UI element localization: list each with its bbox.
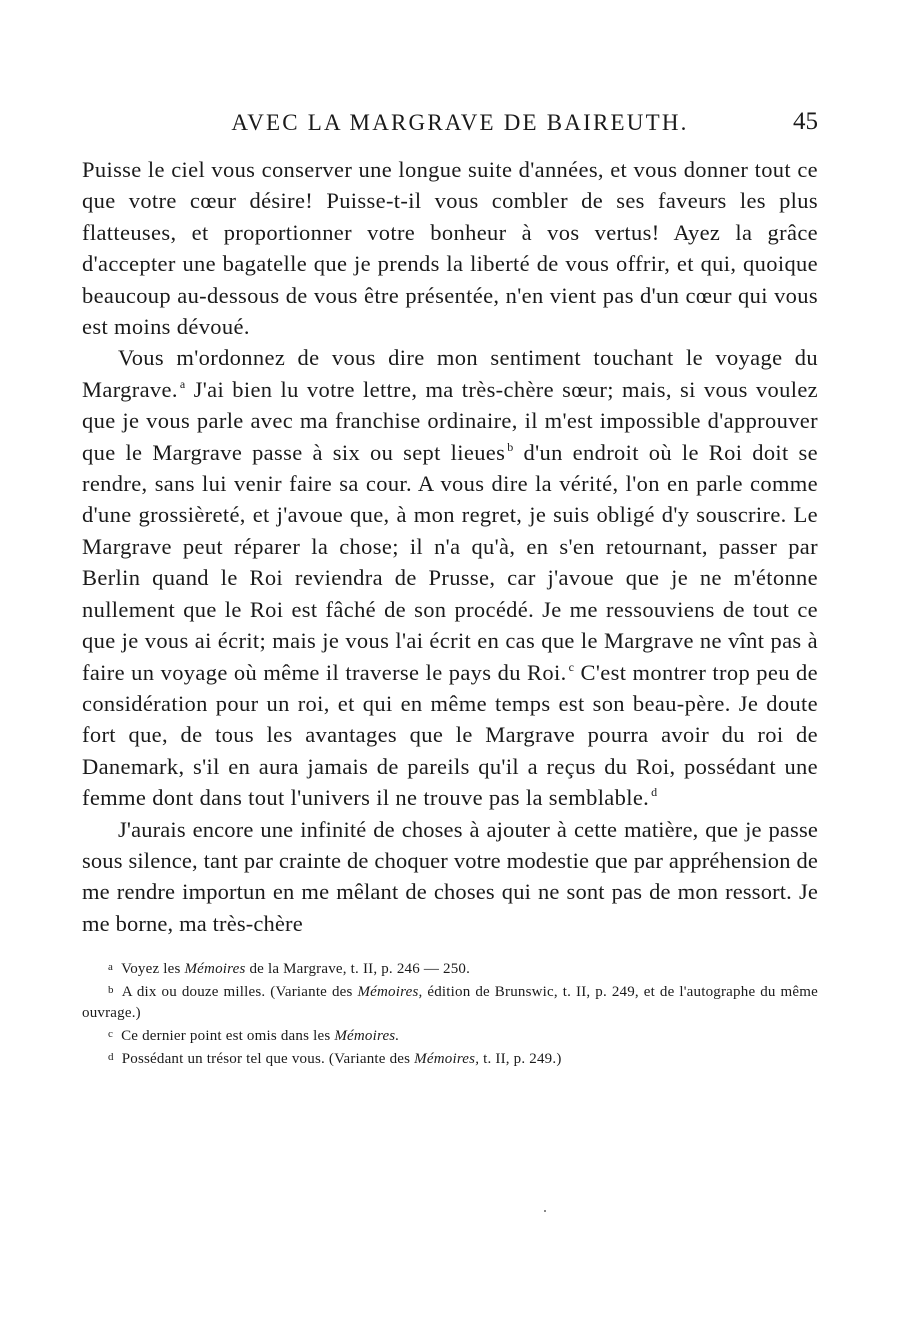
paragraph-1: Puisse le ciel vous conserver une longue suite d'années, et vous donner tout ce que votre cœur désire! Puisse-t-il vous combler de ses faveurs les plus flatteuses, et proportionner votre bonheur à vos vertus! Ayez la grâce d'accepter une bagatelle que je prends la liberté de vous offrir, et qui, quoique beaucoup au-dessous de vous être présentée, n'en vient pas d'un cœur qui vous est moins dévoué.: [82, 157, 818, 340]
paragraph-2-part-b: J'ai bien lu votre lettre, ma très-chère sœur; mais, si vous voulez que je vous parle avec ma franchise ordinaire, il m'est impossible d'approuver que le Margrave passe à six ou sept lieues: [82, 376, 818, 465]
footnote-text: Voyez les: [121, 961, 185, 978]
footnote-italic: Mémoires,: [357, 984, 423, 1001]
footnote-ref-c: c: [568, 659, 575, 674]
footnote-marker: b: [108, 984, 114, 997]
page-speck: [544, 1210, 546, 1212]
footnote-text: t. II, p. 249.): [479, 1051, 562, 1068]
paragraph-2: [82, 342, 818, 813]
running-title: AVEC LA MARGRAVE DE BAIREUTH.: [231, 110, 689, 135]
footnote-text: de la Margrave, t. II, p. 246 — 250.: [245, 961, 471, 978]
page-number: 45: [793, 108, 818, 135]
footnote-b: [82, 980, 818, 1024]
footnote-marker: c: [108, 1028, 114, 1041]
footnote-ref-a: a: [179, 376, 186, 391]
footnote-marker: d: [108, 1051, 114, 1064]
footnotes: [82, 957, 818, 1070]
footnote-text: Possédant un trésor tel que vous. (Variante des: [121, 1051, 415, 1068]
footnote-italic: Mémoires,: [414, 1051, 480, 1068]
footnote-c: [82, 1024, 818, 1047]
book-page: [82, 104, 818, 1070]
footnote-text: Ce dernier point est omis dans les: [121, 1028, 335, 1045]
footnote-ref-b: b: [507, 439, 514, 454]
footnote-italic: Mémoires: [184, 961, 246, 978]
footnote-italic: Mémoires.: [334, 1028, 400, 1045]
body-text: [82, 154, 818, 939]
footnote-a: [82, 957, 818, 980]
footnote-text: édition de Brunswic, t. II, p. 249, et de l'autographe du même ouvrage.): [82, 984, 818, 1022]
running-head: [82, 104, 818, 144]
footnote-d: [82, 1047, 818, 1070]
paragraph-2-part-c: d'un endroit où le Roi doit se rendre, sans lui venir faire sa cour. A vous dire la vérité, l'on en parle comme d'une grossièreté, et j'avoue que, à mon regret, je suis obligé d'y souscrire. Le Margrave peut réparer la chose; il n'a qu'à, en s'en retournant, passer par Berlin quand le Roi reviendra de Prusse, car j'avoue que je ne m'étonne nullement que le Roi est fâché de son procédé. Je me ressouviens de tout ce que je vous ai écrit; mais je vous l'ai écrit en cas que le Margrave ne vînt pas à faire un voyage où même il traverse le pays du Roi.: [82, 439, 818, 685]
paragraph-2-part-a: Vous m'ordonnez de vous dire mon sentiment touchant le voyage du Margrave.: [82, 345, 818, 402]
footnote-marker: a: [108, 961, 114, 974]
paragraph-2-part-d: C'est montrer trop peu de considération pour un roi, et qui en même temps est son beau-père. Je doute fort que, de tous les avantages que le Margrave pourra avoir du roi de Danemark, s'il en aura jamais de pareils qu'il a reçus du Roi, possédant une femme dont dans tout l'univers il ne trouve pas la semblable.: [82, 659, 818, 811]
footnote-text: A dix ou douze milles. (Variante des: [121, 984, 358, 1001]
paragraph-3: J'aurais encore une infinité de choses à ajouter à cette matière, que je passe sous silence, tant par crainte de choquer votre modestie que par appréhension de me rendre importun en me mêlant de choses qui ne sont pas de mon ressort. Je me borne, ma très-chère: [82, 816, 818, 936]
footnote-ref-d: d: [651, 785, 658, 800]
